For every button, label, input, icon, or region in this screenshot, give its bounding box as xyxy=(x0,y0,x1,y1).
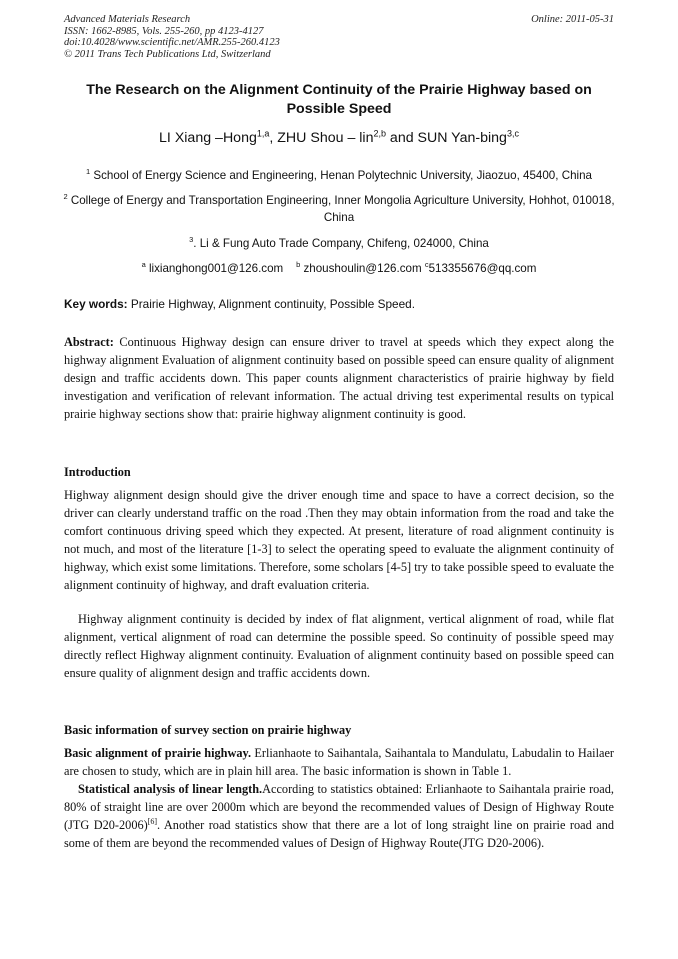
affiliation-superscript: 1 xyxy=(85,167,91,177)
author-superscript: 2,b xyxy=(373,128,386,139)
author-superscript: 1,a xyxy=(256,128,270,139)
affiliation-3 xyxy=(60,235,618,252)
affiliation-2 xyxy=(60,192,618,226)
introduction-paragraph-2: Highway alignment continuity is decided by index of flat alignment, vertical alignment of road, while flat alignment, vertical alignment of road can determine the possible speed. So continuity of possible speed may directly reflect Highway alignment continuity. Evaluation of alignment continuity based on possible speed can ensure quality of alignment design and traffic accidents down. xyxy=(64,612,614,681)
email-line xyxy=(60,260,618,277)
author-superscript: 3,c xyxy=(506,128,519,139)
basic-alignment-text: Erlianhaote to Saihantala, Saihantala to Mandulatu, Labudalin to Hailaer are chosen to study, which are in plain hill area. The basic information is shown in Table 1. xyxy=(64,746,614,779)
affiliation-superscript: 3 xyxy=(189,235,194,245)
author-separator: and xyxy=(385,130,418,146)
affiliation-superscript: 2 xyxy=(63,192,68,202)
keywords-label: Key words: xyxy=(64,297,128,311)
journal-header xyxy=(64,14,614,60)
email-superscript: a xyxy=(141,260,146,270)
email-address: zhoushoulin@126.com xyxy=(300,262,422,275)
online-date: Online: 2011-05-31 xyxy=(531,14,614,25)
email-address: lixianghong001@126.com xyxy=(145,262,284,275)
affiliation-text: College of Energy and Transportation Engineering, Inner Mongolia Agriculture University, Hohhot, 010018, China xyxy=(67,194,615,224)
author-name: ZHU Shou – lin xyxy=(277,130,374,146)
author-list xyxy=(60,128,618,148)
basic-alignment-label: Basic alignment of prairie highway. xyxy=(64,746,252,760)
abstract-text: Continuous Highway design can ensure driver to travel at speeds which they expect along the highway alignment Evaluation of alignment continuity based on possible speed can ensure quality of alignment design and traffic accidents down. This paper counts alignment characteristics of prairie highway by field investigation and verification of relevant information. The actual driving test experimental results on typical prairie highway sections show that: prairie highway alignment continuity is good. xyxy=(64,335,614,422)
abstract xyxy=(64,333,614,423)
statistical-analysis-text: According to statistics obtained: Erlianhaote to Saihantala prairie road, 80% of straight line are over 2000m which are beyond the recommended values of Design of Highway Route (JTG D20-2006) xyxy=(64,782,614,833)
statistical-analysis-paragraph xyxy=(64,780,614,852)
email-superscript: b xyxy=(296,260,301,270)
doi-line: doi:10.4028/www.scientific.net/AMR.255-260.4123 xyxy=(64,37,280,48)
statistical-analysis-text-continued: . Another road statistics show that there are a lot of long straight line on prairie road and some of them are beyond the recommended values of Design of Highway Route(JTG D20-2006). xyxy=(64,818,614,851)
journal-name: Advanced Materials Research xyxy=(64,14,191,25)
keywords-text: Prairie Highway, Alignment continuity, Possible Speed. xyxy=(127,297,416,311)
author-separator: , xyxy=(269,130,278,146)
abstract-label: Abstract: xyxy=(64,335,114,349)
statistical-analysis-label: Statistical analysis of linear length. xyxy=(78,782,263,796)
copyright-line: © 2011 Trans Tech Publications Ltd, Switzerland xyxy=(64,48,271,60)
paper-title: The Research on the Alignment Continuity of the Prairie Highway based on Possible Speed xyxy=(86,82,592,117)
basic-alignment-paragraph xyxy=(64,744,614,780)
email-address: 513355676@qq.com xyxy=(428,262,537,275)
introduction-paragraph-1: Highway alignment design should give the driver enough time and space to have a correct decision, so the driver can clearly understand traffic on the road .Then they may obtain information from the road and take the comfort continuous driving speed which they expected. At present, literature of road alignment continuity is not much, and most of the literature [1-3] to select the operating speed to evaluate the alignment continuity of highway, which exist some limitations. Therefore, some scholars [4-5] try to take possible speed to evaluate the alignment continuity of highway, and draft evaluation criteria. xyxy=(64,488,614,593)
introduction-heading: Introduction xyxy=(64,465,131,479)
email-superscript: c xyxy=(424,260,429,270)
keywords xyxy=(64,296,614,312)
survey-heading: Basic information of survey section on prairie highway xyxy=(64,723,352,737)
affiliation-text: School of Energy Science and Engineering, Henan Polytechnic University, Jiaozuo, 45400, China xyxy=(90,169,592,182)
issn-line: ISSN: 1662-8985, Vols. 255-260, pp 4123-4127 xyxy=(64,25,264,37)
author-name: LI Xiang –Hong xyxy=(159,130,257,146)
affiliation-1 xyxy=(60,167,618,184)
author-name: SUN Yan-bing xyxy=(417,130,507,146)
affiliation-text: . Li & Fung Auto Trade Company, Chifeng, 024000, China xyxy=(193,237,489,250)
reference-superscript: [6] xyxy=(147,817,158,827)
